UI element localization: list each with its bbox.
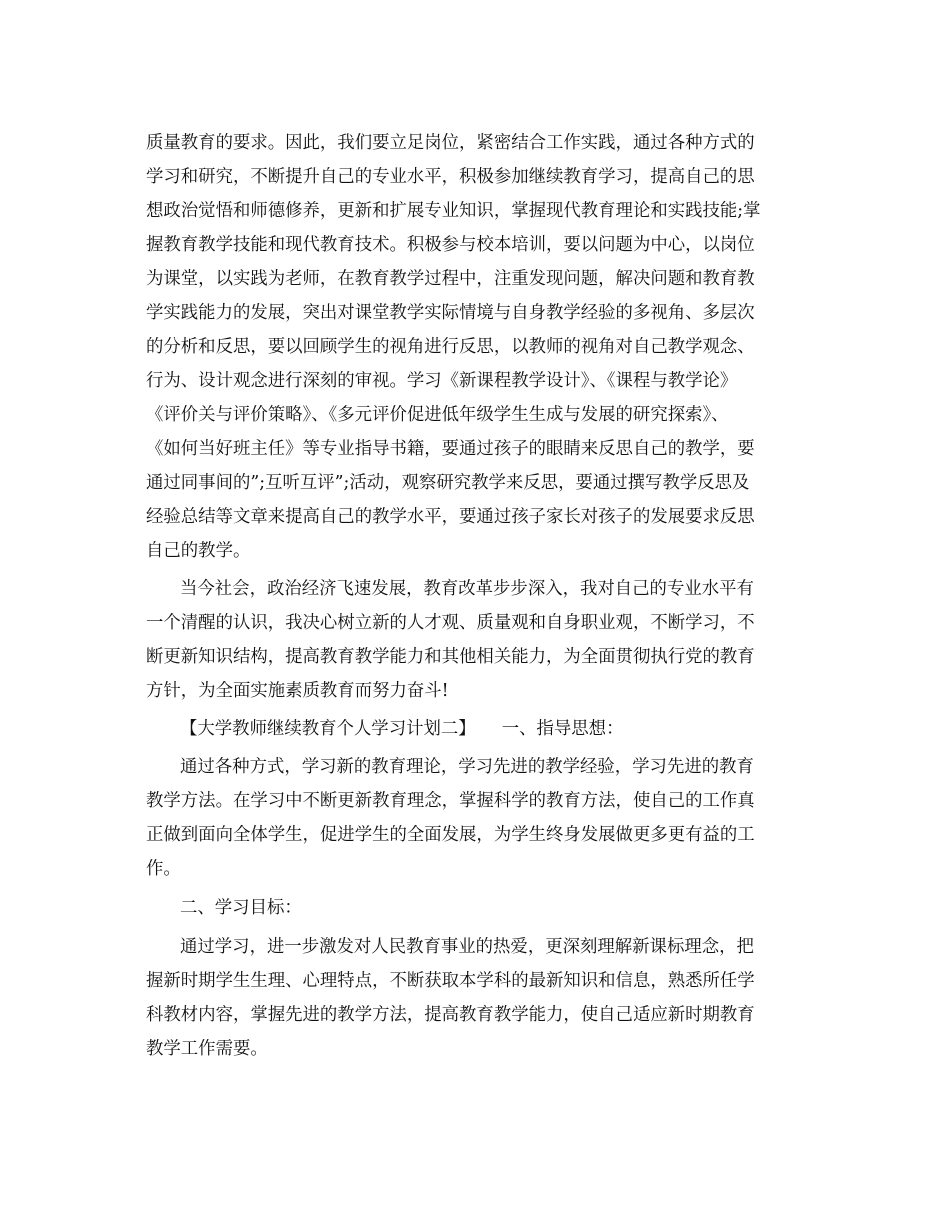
text-line: 方针，为全面实施素质教育而努力奋斗! [146,681,449,701]
section-heading: 【大学教师继续教育个人学习计划二】 一、指导思想： [180,719,624,739]
text-line: 经验总结等文章来提高自己的教学水平，要通过孩子家长对孩子的发展要求反思 [146,507,755,527]
text-line: 科教材内容，掌握先进的教学方法，提高教育教学能力，使自己适应新时期教育 [146,1005,755,1025]
text-line: 质量教育的要求。因此，我们要立足岗位，紧密结合工作实践，通过各种方式的 [146,133,755,153]
text-line: 握教育教学技能和现代教育技术。积极参与校本培训，要以问题为中心，以岗位 [146,235,755,255]
text-line: 《如何当好班主任》等专业指导书籍，要通过孩子的眼睛来反思自己的教学，要 [146,439,755,459]
text-line: 教学方法。在学习中不断更新教育理念，掌握科学的教育方法，使自己的工作真 [146,791,755,811]
text-line: 自己的教学。 [146,541,251,561]
text-line: 作。 [146,859,181,879]
text-line: 握新时期学生生理、心理特点，不断获取本学科的最新知识和信息，熟悉所任学 [146,971,755,991]
text-line: 教学工作需要。 [146,1039,268,1059]
paragraph-first-line: 通过学习，进一步激发对人民教育事业的热爱，更深刻理解新课标理念，把 [180,937,754,957]
text-line: 想政治觉悟和师德修养，更新和扩展专业知识，掌握现代教育理论和实践技能;掌 [146,201,761,221]
text-line: 为课堂，以实践为老师，在教育教学过程中，注重发现问题，解决问题和教育教 [146,269,755,289]
text-line: 的分析和反思，要以回顾学生的视角进行反思，以教师的视角对自己教学观念、 [146,337,755,357]
text-line: 学习和研究，不断提升自己的专业水平，积极参加继续教育学习，提高自己的思 [146,167,755,187]
paragraph-first-line: 通过各种方式，学习新的教育理论，学习先进的教学经验，学习先进的教育 [180,757,754,777]
text-line: 断更新知识结构，提高教育教学能力和其他相关能力，为全面贯彻执行党的教育 [146,647,755,667]
text-line: 学实践能力的发展，突出对课堂教学实际情境与自身教学经验的多视角、多层次 [146,303,755,323]
section-heading: 二、学习目标： [180,898,302,918]
text-line: 通过同事间的”;互听互评”;活动，观察研究教学来反思，要通过撰写教学反思及 [146,473,750,493]
text-line: 行为、设计观念进行深刻的审视。学习《新课程教学设计》、《课程与教学论》 [146,371,738,391]
text-line: 《评价关与评价策略》、《多元评价促进低年级学生生成与发展的研究探索》、 [146,405,729,425]
paragraph-first-line: 当今社会，政治经济飞速发展，教育改革步步深入，我对自己的专业水平有 [180,579,754,599]
text-line: 正做到面向全体学生，促进学生的全面发展，为学生终身发展做更多更有益的工 [146,825,755,845]
text-line: 一个清醒的认识，我决心树立新的人才观、质量观和自身职业观，不断学习，不 [146,613,755,633]
